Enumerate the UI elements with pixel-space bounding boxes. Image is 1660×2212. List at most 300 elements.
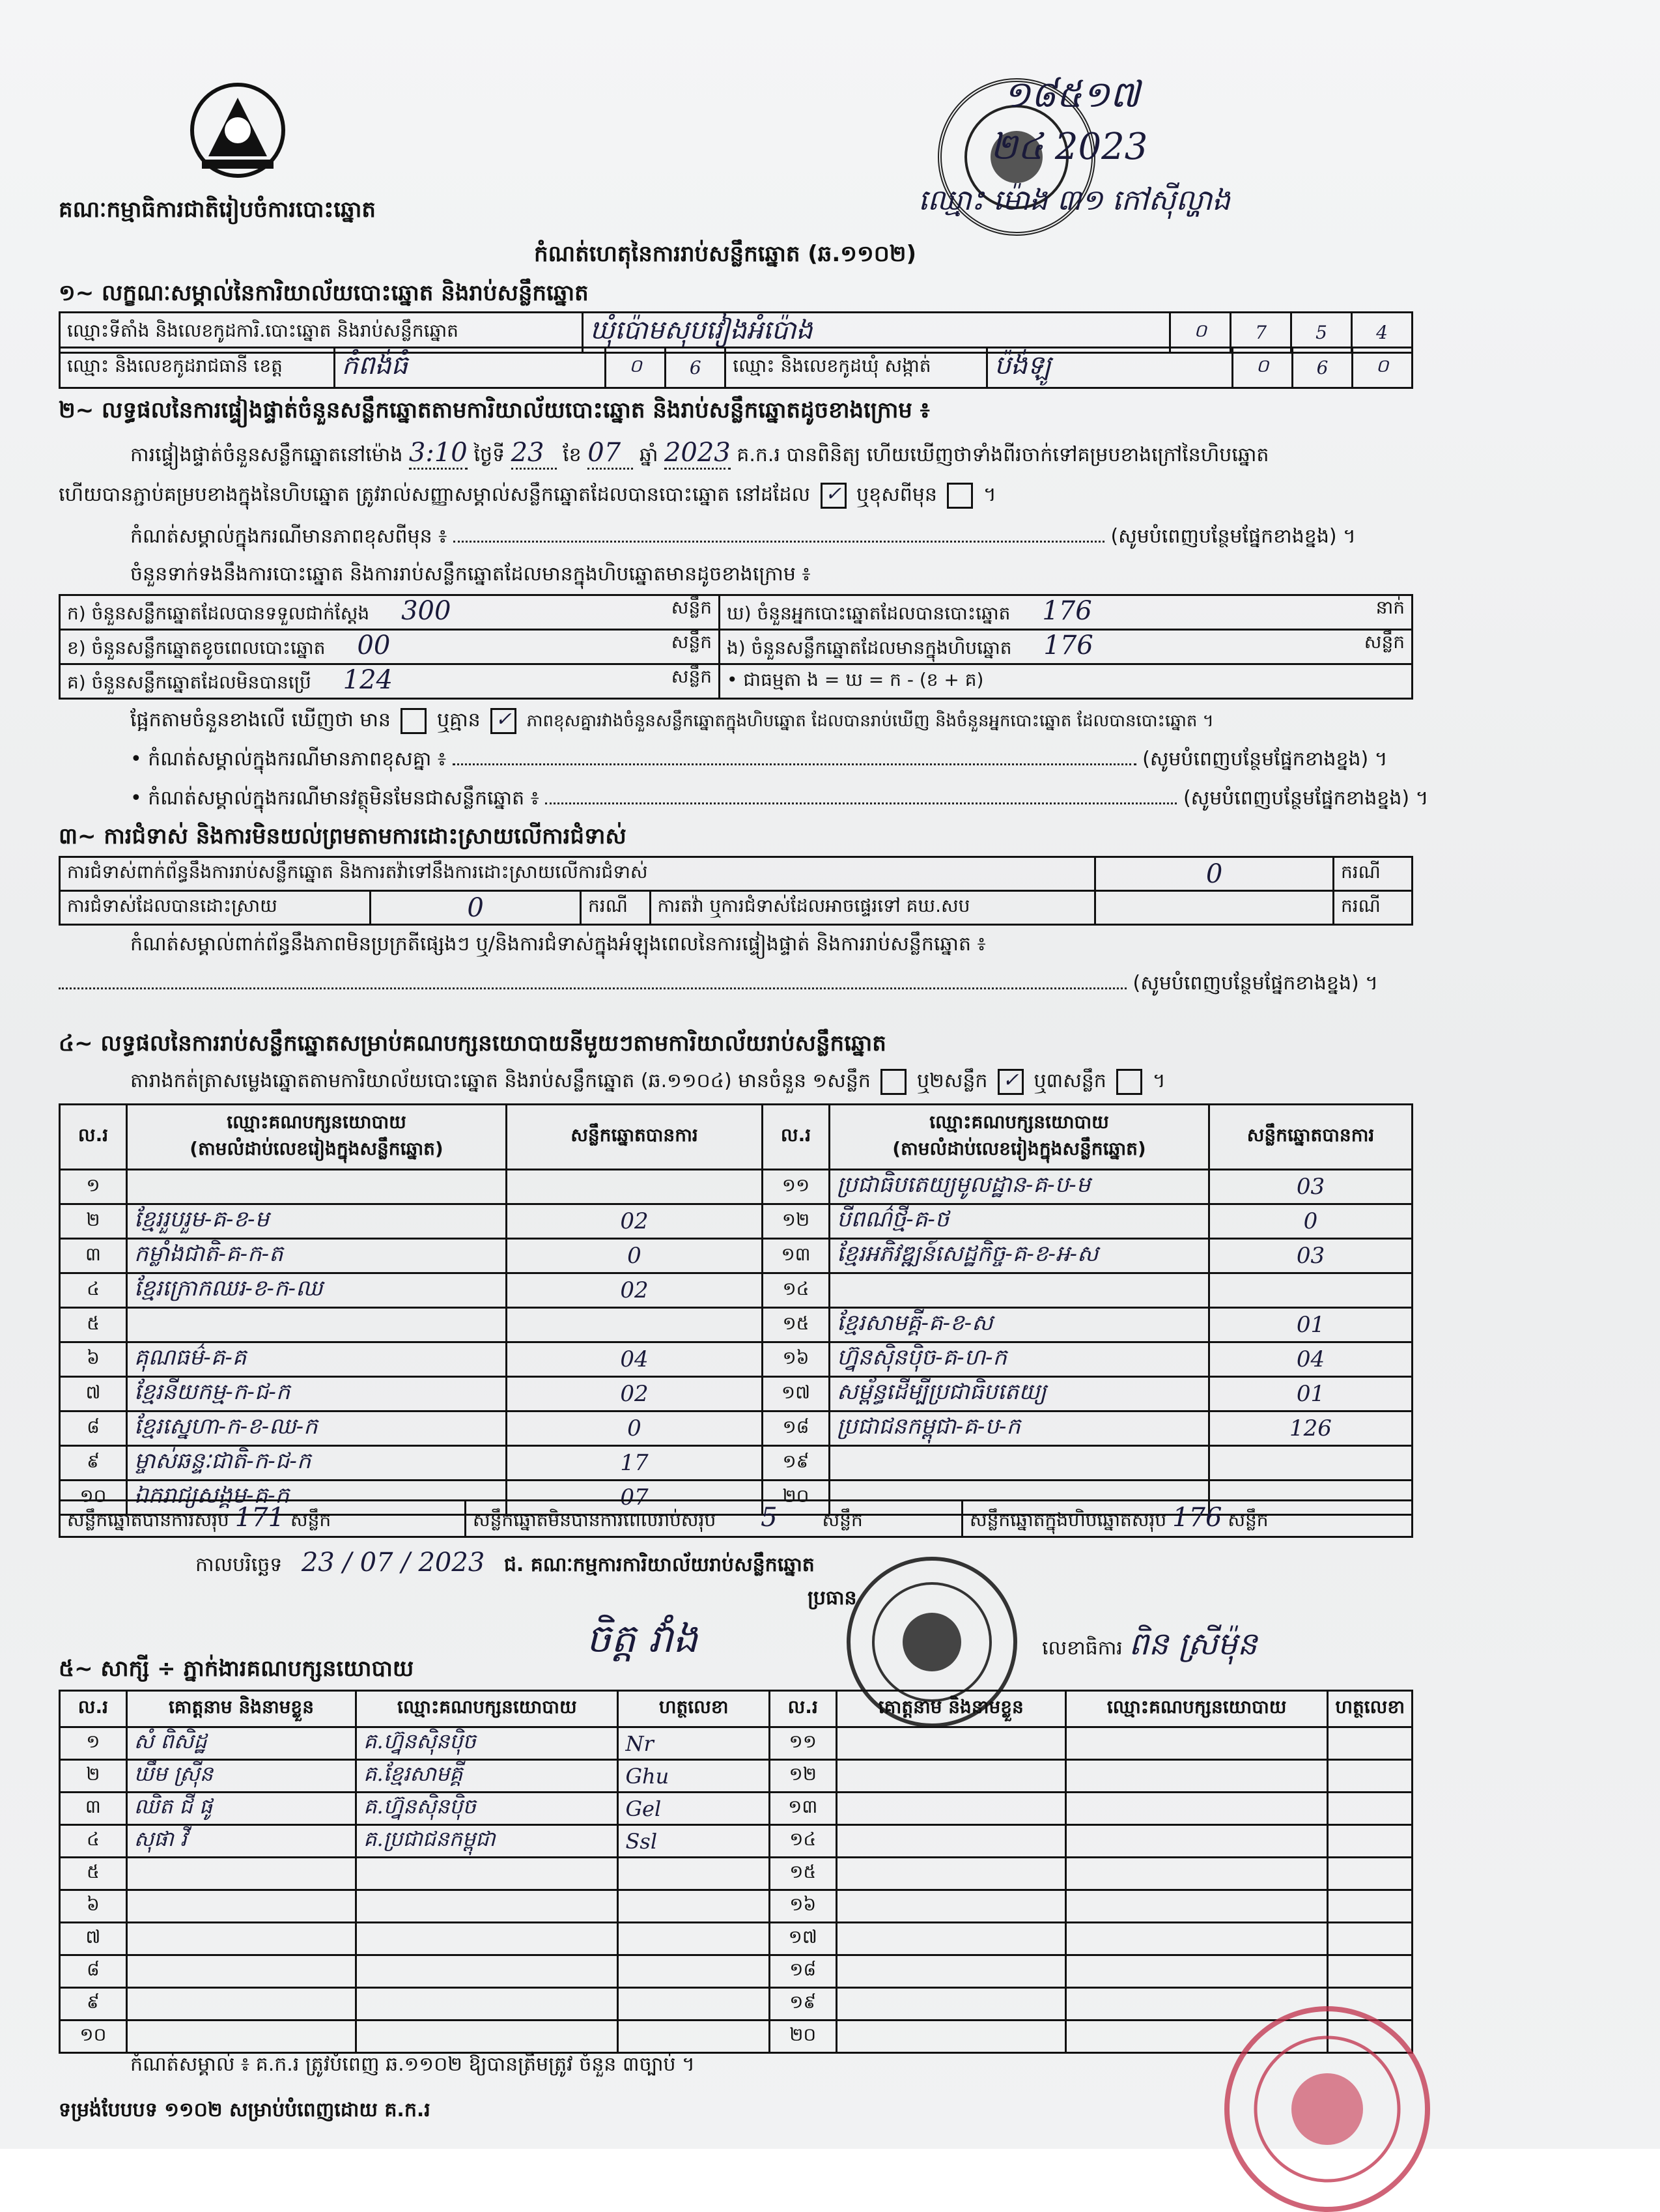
chair-signature: ចិត្ត វាំង — [586, 1616, 698, 1662]
witness-sign-left — [618, 1955, 769, 1988]
count-a-label: ក) ចំនួនសន្លឹកឆ្នោតដែលបានទទួលជាក់ស្តែង — [67, 603, 370, 624]
bullet1-blank — [453, 763, 1136, 765]
witness-no-left: ៦ — [60, 1890, 127, 1923]
results-party-left: ខ្មែរស្នេហា-ក-ខ-ឈ-ក — [127, 1411, 507, 1446]
count-d-cell — [720, 595, 1413, 630]
results-no-left: ៤ — [60, 1273, 127, 1308]
results-votes-left: 07 — [507, 1481, 763, 1515]
witness-sign-left: Ssl — [618, 1825, 769, 1858]
objection-unit: ករណី — [1333, 857, 1412, 891]
results-party-right — [830, 1446, 1209, 1481]
results-party-left — [127, 1308, 507, 1342]
committee-label: ជ. គណៈកម្មការការិយាល័យរាប់សន្លឹកឆ្នោត — [503, 1553, 815, 1576]
witness-party-right — [1065, 1890, 1327, 1923]
bullet1-hint: (សូមបំពេញបន្ថែមផ្នែកខាងខ្នង) ។ — [1142, 748, 1388, 771]
results-votes-right: 126 — [1209, 1411, 1413, 1446]
total-valid-label: សន្លឹកឆ្នោតបានការសរុប — [67, 1509, 229, 1531]
difference-text: ភាពខុសគ្នារវាងចំនួនសន្លឹកឆ្នោតក្នុងហិបឆ្នោត ដែលបានរាប់ឃើញ និងចំនួនអ្នកបោះឆ្នោត ដែលបានបោះឆ្នោត ។ — [526, 711, 1214, 731]
count-c-cell — [60, 664, 720, 699]
section3-note: កំណត់សម្គាល់ពាក់ព័ន្ធនឹងភាពមិនប្រក្រតីផ្សេងៗ ឬ/និងការជំទាស់ក្នុងអំឡុងពេលនៃការផ្ទៀងផ្ទាត់ និងការរាប់សន្លឹកឆ្នោត ៖ — [130, 933, 986, 956]
results-no-left: ១ — [60, 1170, 127, 1204]
location-code-4: 4 — [1352, 313, 1413, 353]
results-no-right: ១១ — [763, 1170, 830, 1204]
results-votes-left: 02 — [507, 1273, 763, 1308]
verification-month-label: ខែ — [563, 444, 582, 466]
results-party-right: ប្រជាជនកម្ពុជា-គ-ប-ក — [830, 1411, 1209, 1446]
witness-row — [60, 1858, 1413, 1890]
witness-party-left: គ.ខ្មែរសាមគ្គី — [356, 1760, 618, 1793]
witness-sign-left: Gel — [618, 1793, 769, 1825]
bullet-note-2 — [130, 786, 1428, 814]
transferred-unit: ករណី — [1333, 891, 1412, 925]
results-votes-right: 04 — [1209, 1342, 1413, 1377]
witness-row — [60, 1890, 1413, 1923]
total-invalid-label: សន្លឹកឆ្នោតមិនបានការពេលរាប់សរុប — [473, 1509, 716, 1531]
commune-value-text: ប៉ង់ឡូ — [994, 350, 1051, 380]
witness-no-left: ៩ — [60, 1988, 127, 2021]
results-party-right: ហ្វ៊ុនស៊ិនប៉ិច-គ-ហ-ក — [830, 1342, 1209, 1377]
results-votes-left: 04 — [507, 1342, 763, 1377]
results-votes-left — [507, 1308, 763, 1342]
total-invalid-cell — [466, 1501, 963, 1537]
count-b-unit: សន្លឹក — [671, 631, 712, 653]
results-table — [59, 1103, 1413, 1516]
witness-name-left — [126, 1923, 356, 1955]
witness-row — [60, 1760, 1413, 1793]
witness-no-left: ៥ — [60, 1858, 127, 1890]
results-row — [60, 1170, 1413, 1204]
total-valid-cell — [60, 1501, 466, 1537]
results-no-left: ៨ — [60, 1411, 127, 1446]
results-row — [60, 1411, 1413, 1446]
results-votes-left: 02 — [507, 1204, 763, 1239]
witness-party-left — [356, 1890, 618, 1923]
resolved-label: ការជំទាស់ដែលបានដោះស្រាយ — [60, 891, 371, 925]
results-votes-right — [1209, 1273, 1413, 1308]
three-sheet-checkbox[interactable] — [1116, 1069, 1142, 1095]
witness-party-left — [356, 1988, 618, 2021]
two-sheet-label: ឬ២សន្លឹក — [917, 1070, 988, 1092]
witness-no-right: ១៤ — [769, 1825, 836, 1858]
location-code-1: ០ — [1170, 313, 1231, 353]
witness-col-party-left: ឈ្មោះគណបក្សនយោបាយ — [356, 1691, 618, 1727]
commune-value — [987, 348, 1232, 388]
witness-party-left — [356, 1955, 618, 1988]
witness-col-sign-right: ហត្ថលេខា — [1328, 1691, 1413, 1727]
witness-no-right: ១៥ — [769, 1858, 836, 1890]
results-col-no-left: ល.រ — [60, 1105, 127, 1170]
date-committee-line — [195, 1548, 815, 1581]
note-line-1 — [130, 524, 1356, 552]
date-label: កាលបរិច្ឆេទ — [195, 1553, 283, 1576]
results-no-right: ១៦ — [763, 1342, 830, 1377]
witness-no-left: ៤ — [60, 1825, 127, 1858]
witness-party-left: គ.ប្រជាជនកម្ពុជា — [356, 1825, 618, 1858]
count-c-value: 124 — [343, 665, 393, 695]
verification-day: 23 — [511, 438, 557, 470]
total-valid-unit: សន្លឹក — [290, 1509, 331, 1531]
witness-sign-left — [618, 1890, 769, 1923]
witness-party-right — [1065, 1858, 1327, 1890]
results-party-right: ខ្មែរអភិវឌ្ឍន៍សេដ្ឋកិច្ច-គ-ខ-អ-ស — [830, 1239, 1209, 1273]
commune-label: ឈ្មោះ និងលេខកូដឃុំ សង្កាត់ — [725, 348, 987, 388]
registration-date: ២៤ 2023 — [990, 126, 1148, 168]
results-row — [60, 1342, 1413, 1377]
results-row — [60, 1308, 1413, 1342]
results-col-party-left-title: ឈ្មោះគណបក្សនយោបាយ — [227, 1111, 406, 1133]
count-a-cell — [60, 595, 720, 630]
witness-name-left — [126, 1858, 356, 1890]
witness-col-sign-left: ហត្ថលេខា — [618, 1691, 769, 1727]
results-votes-left: 02 — [507, 1377, 763, 1411]
results-no-left: ៩ — [60, 1446, 127, 1481]
results-party-left — [127, 1170, 507, 1204]
org-name: គណៈកម្មាធិការជាតិរៀបចំការបោះឆ្នោត — [59, 197, 376, 223]
objection-value — [1095, 857, 1334, 891]
witness-sign-right — [1328, 1858, 1413, 1890]
bullet1-label: • កំណត់សម្គាល់ក្នុងករណីមានភាពខុសគ្នា ៖ — [130, 748, 447, 771]
note1-blank — [453, 541, 1104, 543]
section3-note-hint: (សូមបំពេញបន្ថែមផ្នែកខាងខ្នង) ។ — [1132, 972, 1378, 995]
results-party-left: ម្ចាស់ឆន្ទៈជាតិ-ក-ជ-ក — [127, 1446, 507, 1481]
total-box-unit: សន្លឹក — [1228, 1509, 1269, 1531]
results-row — [60, 1204, 1413, 1239]
witness-party-right — [1065, 1955, 1327, 1988]
witness-no-left: ១ — [60, 1727, 127, 1760]
witness-no-left: ៨ — [60, 1955, 127, 1988]
witness-name-left — [126, 2021, 356, 2053]
results-votes-right: 01 — [1209, 1308, 1413, 1342]
results-row — [60, 1239, 1413, 1273]
section1-title: ១~ លក្ខណៈសម្គាល់នៃការិយាល័យបោះឆ្នោត និងរាប់សន្លឹកឆ្នោត — [59, 280, 589, 306]
formula-cell — [720, 664, 1413, 699]
witness-party-left: គ.ហ្វ៊ុនស៊ិនប៉ិច — [356, 1793, 618, 1825]
witness-row — [60, 1923, 1413, 1955]
witness-sign-right — [1328, 1825, 1413, 1858]
unchanged-checkbox[interactable]: ✓ — [821, 483, 847, 509]
witness-sign-left: Nr — [618, 1727, 769, 1760]
changed-checkbox[interactable] — [947, 483, 973, 509]
results-no-right: ១២ — [763, 1204, 830, 1239]
resolved-value — [371, 891, 581, 925]
witness-col-name-right: គោត្តនាម និងនាមខ្លួន — [836, 1691, 1065, 1727]
witness-name-right — [836, 2021, 1065, 2053]
results-no-left: ៧ — [60, 1377, 127, 1411]
witness-col-no-left: ល.រ — [60, 1691, 127, 1727]
province-value-text: កំពង់ធំ — [341, 350, 408, 380]
form-footer: ទម្រង់បែបបទ ១១០២ សម្រាប់បំពេញដោយ គ.ក.រ — [59, 2099, 430, 2121]
witness-party-left — [356, 1858, 618, 1890]
results-col-party-right — [830, 1105, 1209, 1170]
counts-table — [59, 594, 1413, 700]
counts-intro: ចំនួនទាក់ទងនឹងការបោះឆ្នោត និងការរាប់សន្លឹកឆ្នោតដែលមានក្នុងហិបឆ្នោតមានដូចខាងក្រោម ៖ — [130, 563, 811, 586]
date-value: 23 / 07 / 2023 — [301, 1548, 485, 1578]
witness-no-right: ១២ — [769, 1760, 836, 1793]
results-col-party-right-sub: (តាមលំដាប់លេខរៀងក្នុងសន្លឹកឆ្នោត) — [892, 1137, 1146, 1159]
witness-col-no-right: ល.រ — [769, 1691, 836, 1727]
formula-text: • ជាធម្មតា ង = ឃ = ក - (ខ + គ) — [727, 668, 984, 690]
count-e-unit: សន្លឹក — [1364, 631, 1405, 653]
results-col-votes-left: សន្លឹកឆ្នោតបានការ — [507, 1105, 763, 1170]
witness-name-right — [836, 1923, 1065, 1955]
results-party-right: បីពណ៌ថ្មី-គ-ថ — [830, 1204, 1209, 1239]
difference-yes-checkbox[interactable] — [401, 708, 427, 734]
secretary-label: លេខាធិការ — [1042, 1637, 1123, 1660]
results-votes-right: 0 — [1209, 1204, 1413, 1239]
section3-note-blank — [59, 987, 1127, 989]
results-no-right: ១៣ — [763, 1239, 830, 1273]
difference-no-label: ឬគ្មាន — [437, 709, 481, 731]
results-no-left: ២ — [60, 1204, 127, 1239]
results-no-left: ៦ — [60, 1342, 127, 1377]
witness-sign-left — [618, 1858, 769, 1890]
bullet2-blank — [545, 802, 1177, 804]
witness-name-left: សំ ពិសិដ្ឋ — [126, 1727, 356, 1760]
note1-hint: (សូមបំពេញបន្ថែមផ្នែកខាងខ្នង) ។ — [1110, 525, 1356, 548]
registration-signature: ឈ្មោះ ម៉ោង ៣១ កៅសុីល្ហាង — [918, 184, 1231, 217]
resolved-value-text: 0 — [467, 892, 484, 923]
difference-label: ផ្អែកតាមចំនួនខាងលើ ឃើញថា មាន — [130, 709, 391, 731]
secretary-line — [1042, 1624, 1257, 1670]
results-party-right: ខ្មែរសាមគ្គី-គ-ខ-ស — [830, 1308, 1209, 1342]
witness-row — [60, 1727, 1413, 1760]
witness-name-right — [836, 1825, 1065, 1858]
witness-sign-left — [618, 1988, 769, 2021]
witness-no-right: ១១ — [769, 1727, 836, 1760]
results-no-right: ១៧ — [763, 1377, 830, 1411]
two-sheet-checkbox[interactable]: ✓ — [998, 1069, 1024, 1095]
one-sheet-checkbox[interactable] — [880, 1069, 907, 1095]
witness-name-right — [836, 1727, 1065, 1760]
verification-text: គ.ក.រ បានពិនិត្យ ហើយឃើញថាទាំងពីរចាក់ទៅគម្របខាងក្រៅនៃហិបឆ្នោត — [737, 444, 1269, 466]
witness-row — [60, 1988, 1413, 2021]
witness-row — [60, 2021, 1413, 2053]
note1-label: កំណត់សម្គាល់ក្នុងករណីមានភាពខុសពីមុន ៖ — [130, 525, 447, 548]
section3-note-line — [59, 971, 1378, 999]
province-code-1: ០ — [606, 348, 666, 388]
witness-party-left — [356, 1923, 618, 1955]
commune-code-1: ០ — [1233, 348, 1293, 388]
witness-row — [60, 1793, 1413, 1825]
results-votes-right — [1209, 1446, 1413, 1481]
footnote: កំណត់សម្គាល់ ៖ គ.ក.រ ត្រូវបំពេញ ឆ.១១០២ ឱ្យបានត្រឹមត្រូវ ចំនួន ៣ច្បាប់ ។ — [130, 2053, 695, 2076]
results-row — [60, 1446, 1413, 1481]
witness-sign-right — [1328, 1760, 1413, 1793]
witness-sign-left: Ghu — [618, 1760, 769, 1793]
count-b-label: ខ) ចំនួនសន្លឹកឆ្នោតខូចពេលបោះឆ្នោត — [67, 637, 326, 659]
count-c-unit: សន្លឹក — [671, 666, 712, 687]
nec-logo — [182, 78, 293, 182]
form-title: កំណត់ហេតុនៃការរាប់សន្លឹកឆ្នោត (ឆ.១១០២) — [534, 241, 917, 267]
registration-number: ១៨៥១៧ — [1003, 74, 1140, 116]
results-no-right: ១៥ — [763, 1308, 830, 1342]
province-label: ឈ្មោះ និងលេខកូដរាជធានី ខេត្ត — [60, 348, 335, 388]
section3-title: ៣~ ការជំទាស់ និងការមិនយល់ព្រមតាមការដោះស្រាយលើការជំទាស់ — [59, 823, 626, 849]
commune-code-3: ០ — [1352, 348, 1412, 388]
witness-no-left: ១០ — [60, 2021, 127, 2053]
province-code-2: 6 — [666, 348, 725, 388]
location-code-3: 5 — [1291, 313, 1352, 353]
transferred-label: ការតវ៉ា ឬការជំទាស់ដែលអាចផ្ទេរទៅ គឃ.សប — [650, 891, 1095, 925]
witness-name-right — [836, 1858, 1065, 1890]
witness-no-right: ២០ — [769, 2021, 836, 2053]
witness-party-right — [1065, 1727, 1327, 1760]
witness-no-right: ១៨ — [769, 1955, 836, 1988]
witness-name-left — [126, 1988, 356, 2021]
witness-sign-right — [1328, 1923, 1413, 1955]
witness-col-name-left: គោត្តនាម និងនាមខ្លួន — [126, 1691, 356, 1727]
results-row — [60, 1273, 1413, 1308]
section3-table — [59, 856, 1413, 926]
results-totals — [59, 1499, 1413, 1538]
chair-label: ប្រធាន — [808, 1587, 857, 1609]
witness-party-left: គ.ហ្វ៊ុនស៊ិនប៉ិច — [356, 1727, 618, 1760]
transferred-value — [1095, 891, 1334, 925]
section4-intro-text: តារាងកត់ត្រាសម្លេងឆ្នោតតាមការិយាល័យបោះឆ្នោត និងរាប់សន្លឹកឆ្នោត (ឆ.១១០៤) មានចំនួន ១សន្លឹក — [130, 1070, 871, 1092]
total-box-value: 176 — [1172, 1502, 1222, 1533]
section5-title: ៥~ សាក្សី ÷ ភ្នាក់ងារគណបក្សនយោបាយ — [59, 1656, 414, 1682]
verification-month: 07 — [587, 438, 633, 470]
witness-name-right — [836, 1793, 1065, 1825]
section4-intro: តារាងកត់ត្រាសម្លេងឆ្នោតតាមការិយាល័យបោះឆ្នោត និងរាប់សន្លឹកឆ្នោត (ឆ.១១០៤) មានចំនួន ១សន្លឹក ឬ២សន្លឹក ✓ ឬ៣សន្លឹក ។ — [130, 1068, 1166, 1097]
results-party-left: ឯករាជ្យសង្គម-គ-ក — [127, 1481, 507, 1515]
witness-party-right — [1065, 1760, 1327, 1793]
red-official-seal — [1224, 2006, 1430, 2212]
bullet2-hint: (សូមបំពេញបន្ថែមផ្នែកខាងខ្នង) ។ — [1183, 787, 1429, 810]
commune-code-2: 6 — [1293, 348, 1353, 388]
count-b-cell — [60, 630, 720, 664]
verification-line — [130, 438, 1269, 471]
results-col-no-right: ល.រ — [763, 1105, 830, 1170]
results-party-left: ខ្មែរនីយកម្ម-ក-ជ-ក — [127, 1377, 507, 1411]
count-d-label: ឃ) ចំនួនអ្នកបោះឆ្នោតដែលបានបោះឆ្នោត — [727, 603, 1011, 624]
section4-title: ៤~ លទ្ធផលនៃការរាប់សន្លឹកឆ្នោតសម្រាប់គណបក្សនយោបាយនីមួយៗតាមការិយាល័យរាប់សន្លឹកឆ្នោត — [59, 1030, 886, 1056]
witness-no-right: ១៧ — [769, 1923, 836, 1955]
witness-sign-right — [1328, 1793, 1413, 1825]
total-valid-value: 171 — [234, 1502, 285, 1533]
results-col-party-left-sub: (តាមលំដាប់លេខរៀងក្នុងសន្លឹកឆ្នោត) — [190, 1137, 443, 1159]
witness-name-left: សុផា វី — [126, 1825, 356, 1858]
count-a-unit: សន្លឹក — [671, 597, 712, 618]
secretary-signature: ពិន ស្រីម៉ុន — [1129, 1626, 1258, 1662]
results-col-party-left — [127, 1105, 507, 1170]
results-party-left: ខ្មែរក្រោកឈរ-ខ-ក-ឈ — [127, 1273, 507, 1308]
results-no-left: ៥ — [60, 1308, 127, 1342]
witness-name-left — [126, 1955, 356, 1988]
total-invalid-unit: សន្លឹក — [822, 1509, 863, 1531]
bullet2-label: • កំណត់សម្គាល់ក្នុងករណីមានវត្ថុមិនមែនជាសន្លឹកឆ្នោត ៖ — [130, 787, 539, 810]
bullet-note-1 — [130, 746, 1388, 775]
results-party-right: សម្ព័ន្ធដើម្បីប្រជាធិបតេយ្យ — [830, 1377, 1209, 1411]
witness-name-right — [836, 1760, 1065, 1793]
witness-no-left: ៧ — [60, 1923, 127, 1955]
results-no-right: ១៨ — [763, 1411, 830, 1446]
objection-label: ការជំទាស់ពាក់ព័ន្ធនឹងការរាប់សន្លឹកឆ្នោត និងការតវ៉ាទៅនឹងការដោះស្រាយលើការជំទាស់ — [60, 857, 1095, 891]
verification-time-label: ការផ្ទៀងផ្ទាត់ចំនួនសន្លឹកឆ្នោតនៅម៉ោង — [130, 444, 403, 466]
resolved-unit: ករណី — [581, 891, 650, 925]
difference-line — [130, 707, 1214, 736]
results-no-right: ២០ — [763, 1481, 830, 1515]
witness-no-right: ១៣ — [769, 1793, 836, 1825]
witness-name-right — [836, 1988, 1065, 2021]
verification-time: 3:10 — [409, 438, 468, 470]
difference-no-checkbox[interactable]: ✓ — [490, 708, 516, 734]
results-votes-left: 17 — [507, 1446, 763, 1481]
witness-name-right — [836, 1890, 1065, 1923]
count-d-unit: នាក់ — [1375, 597, 1405, 618]
location-label: ឈ្មោះទីតាំង និងលេខកូដការិ.បោះឆ្នោត និងរាប់សន្លឹកឆ្នោត — [60, 313, 583, 353]
witness-party-right — [1065, 1923, 1327, 1955]
witness-col-party-right: ឈ្មោះគណបក្សនយោបាយ — [1065, 1691, 1327, 1727]
objection-value-text: 0 — [1205, 858, 1223, 889]
section2-title: ២~ លទ្ធផលនៃការផ្ទៀងផ្ទាត់ចំនួនសន្លឹកឆ្នោតតាមការិយាល័យបោះឆ្នោត និងរាប់សន្លឹកឆ្នោតដូចខាងក្រោម ៖ — [59, 397, 930, 423]
results-col-votes-right: សន្លឹកឆ្នោតបានការ — [1209, 1105, 1413, 1170]
results-votes-right: 01 — [1209, 1377, 1413, 1411]
witness-no-right: ១៩ — [769, 1988, 836, 2021]
results-party-right — [830, 1273, 1209, 1308]
witness-table — [59, 1690, 1413, 2054]
witness-party-right — [1065, 1825, 1327, 1858]
results-party-left: កម្លាំងជាតិ-គ-ក-ត — [127, 1239, 507, 1273]
count-e-value: 176 — [1043, 631, 1093, 660]
results-votes-left: 0 — [507, 1239, 763, 1273]
results-no-right: ១៤ — [763, 1273, 830, 1308]
witness-no-right: ១៦ — [769, 1890, 836, 1923]
results-row — [60, 1377, 1413, 1411]
witness-sign-left — [618, 1923, 769, 1955]
witness-party-left — [356, 2021, 618, 2053]
results-votes-right: 03 — [1209, 1239, 1413, 1273]
results-col-party-right-title: ឈ្មោះគណបក្សនយោបាយ — [929, 1111, 1109, 1133]
total-box-cell — [963, 1501, 1413, 1537]
results-party-right: ប្រជាធិបតេយ្យមូលដ្ឋាន-គ-ប-ម — [830, 1170, 1209, 1204]
count-d-value: 176 — [1042, 596, 1092, 626]
seal-text: ហើយបានភ្ជាប់គម្របខាងក្នុងនៃហិបឆ្នោត ត្រូវរាល់សញ្ញាសម្គាល់សន្លឹកឆ្នោតដែលបានបោះឆ្នោត នៅដដែល — [59, 483, 811, 506]
verification-year-label: ឆ្នាំ — [639, 444, 658, 466]
witness-sign-right — [1328, 1890, 1413, 1923]
total-invalid-value: 5 — [761, 1502, 778, 1533]
witness-row — [60, 1955, 1413, 1988]
total-box-label: សន្លឹកឆ្នោតក្នុងហិបឆ្នោតសរុប — [970, 1509, 1167, 1531]
seal-line: ហើយបានភ្ជាប់គម្របខាងក្នុងនៃហិបឆ្នោត ត្រូវរាល់សញ្ញាសម្គាល់សន្លឹកឆ្នោតដែលបានបោះឆ្នោត នៅដដែល ✓ ឬខុសពីមុន ។ — [59, 482, 996, 511]
section1-table-row2 — [59, 347, 1413, 389]
witness-sign-right — [1328, 1955, 1413, 1988]
location-code-2: 7 — [1231, 313, 1291, 353]
changed-label: ឬខុសពីមុន — [856, 483, 937, 506]
count-c-label: គ) ចំនួនសន្លឹកឆ្នោតដែលមិនបានប្រើ — [67, 672, 311, 693]
witness-name-left: ឃឹម ស្រ៊ីន — [126, 1760, 356, 1793]
results-votes-left: 0 — [507, 1411, 763, 1446]
verification-day-label: ថ្ងៃទី — [473, 444, 505, 466]
witness-row — [60, 1825, 1413, 1858]
witness-party-right — [1065, 1793, 1327, 1825]
verification-year: 2023 — [664, 438, 731, 470]
count-a-value: 300 — [401, 596, 451, 626]
results-party-left: ខ្មែររួបរួម-គ-ខ-ម — [127, 1204, 507, 1239]
results-no-left: ១០ — [60, 1481, 127, 1515]
results-no-right: ១៩ — [763, 1446, 830, 1481]
witness-sign-right — [1328, 1727, 1413, 1760]
witness-no-left: ៣ — [60, 1793, 127, 1825]
results-no-left: ៣ — [60, 1239, 127, 1273]
count-e-cell — [720, 630, 1413, 664]
witness-name-right — [836, 1955, 1065, 1988]
province-value — [334, 348, 606, 388]
results-party-left: គុណធម៌-គ-គ — [127, 1342, 507, 1377]
results-votes-right: 03 — [1209, 1170, 1413, 1204]
location-value-text: ឃុំប៉ោមសុបវៀងអំប៉ោង — [589, 315, 813, 345]
results-votes-left — [507, 1170, 763, 1204]
